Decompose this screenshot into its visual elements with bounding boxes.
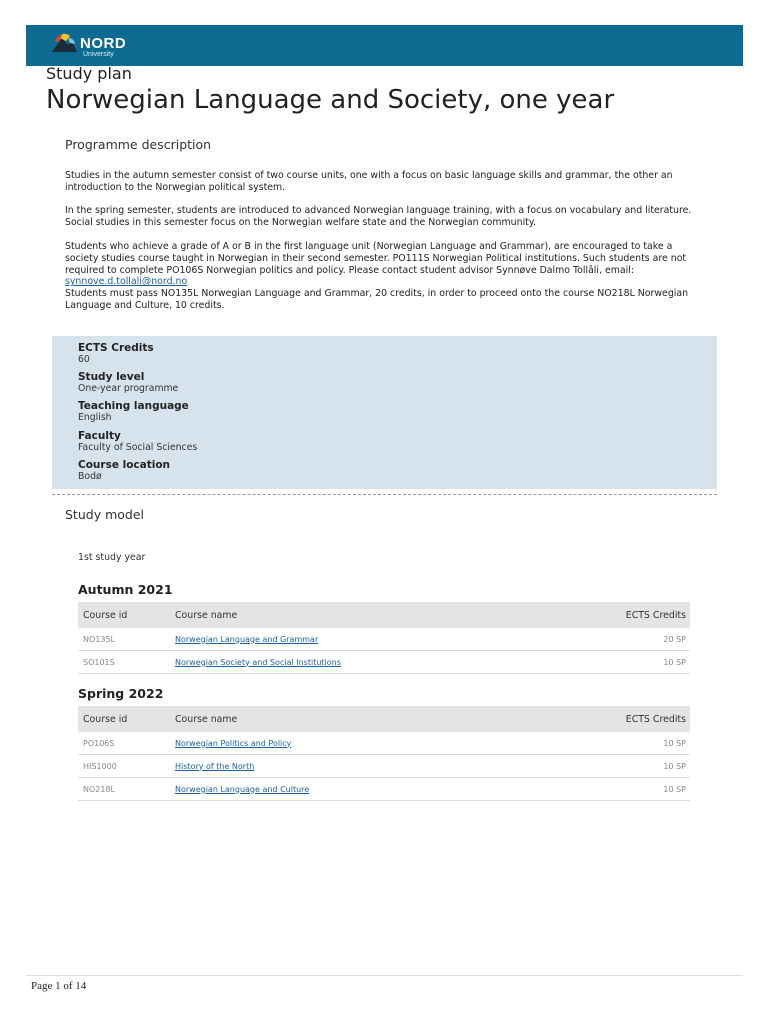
table-header-row bbox=[78, 602, 690, 628]
info-value: 60 bbox=[78, 354, 90, 365]
section-divider bbox=[52, 494, 717, 495]
course-credits: 10 SP bbox=[521, 732, 690, 755]
table-row bbox=[78, 628, 690, 651]
column-header-course-name: Course name bbox=[170, 706, 521, 732]
course-name-cell bbox=[170, 651, 543, 674]
course-credits: 20 SP bbox=[543, 628, 690, 651]
page-title: Norwegian Language and Society, one year bbox=[46, 85, 615, 115]
course-id: PO106S bbox=[78, 732, 170, 755]
info-label: Study level bbox=[78, 371, 145, 383]
advisor-email-link[interactable]: synnove.d.tollali@nord.no bbox=[65, 276, 188, 288]
course-name-cell bbox=[170, 628, 543, 651]
course-id: NO218L bbox=[78, 778, 170, 801]
table-row bbox=[78, 755, 690, 778]
description-paragraph-3-text: Students who achieve a grade of A or B in the first language unit (Norwegian Language and Grammar), are encouraged to take a society studies course taught in Norwegian in their second semester. PO111S Norwegian Political institutions. Such students are not required to complete PO106S Norwegian politics and policy. Please contact student advisor Synnøve Dalmo Tollâli, email: bbox=[65, 241, 687, 276]
course-link[interactable]: History of the North bbox=[175, 761, 255, 771]
study-year-label: 1st study year bbox=[78, 552, 146, 563]
logo-subtitle: University bbox=[83, 51, 114, 58]
course-link[interactable]: Norwegian Language and Culture bbox=[175, 784, 310, 794]
course-id: NO135L bbox=[78, 628, 170, 651]
info-teaching-language bbox=[78, 400, 189, 423]
study-model-heading: Study model bbox=[65, 507, 144, 522]
course-name-cell bbox=[170, 778, 521, 801]
info-ects bbox=[78, 342, 154, 365]
column-header-course-name: Course name bbox=[170, 602, 543, 628]
autumn-courses-table bbox=[78, 602, 690, 674]
column-header-course-id: Course id bbox=[78, 602, 170, 628]
footer-divider bbox=[26, 975, 743, 976]
description-paragraph-2: In the spring semester, students are introduced to advanced Norwegian language training, with a focus on vocabulary and literature. Social studies in this semester focus on the Norwegian welfare state and the Norwegian community. bbox=[65, 205, 692, 228]
info-label: ECTS Credits bbox=[78, 342, 154, 354]
course-link[interactable]: Norwegian Politics and Policy bbox=[175, 738, 292, 748]
nord-logo[interactable] bbox=[50, 31, 130, 61]
info-value: English bbox=[78, 412, 112, 423]
header-bar bbox=[26, 25, 743, 66]
course-link[interactable]: Norwegian Language and Grammar bbox=[175, 634, 319, 644]
semester-title-spring: Spring 2022 bbox=[78, 686, 164, 701]
table-row bbox=[78, 651, 690, 674]
course-credits: 10 SP bbox=[521, 755, 690, 778]
logo-wordmark: NORD bbox=[80, 35, 127, 52]
course-name-cell bbox=[170, 732, 521, 755]
course-id: SO101S bbox=[78, 651, 170, 674]
course-credits: 10 SP bbox=[521, 778, 690, 801]
course-credits: 10 SP bbox=[543, 651, 690, 674]
programme-info-box bbox=[52, 336, 717, 489]
programme-description-heading: Programme description bbox=[65, 137, 212, 152]
info-label: Teaching language bbox=[78, 400, 189, 412]
description-paragraph-3 bbox=[65, 241, 705, 288]
course-link[interactable]: Norwegian Society and Social Institutions bbox=[175, 657, 341, 667]
table-row bbox=[78, 778, 690, 801]
nord-logo-icon bbox=[50, 32, 78, 56]
info-value: Bodø bbox=[78, 471, 102, 482]
course-name-cell bbox=[170, 755, 521, 778]
semester-title-autumn: Autumn 2021 bbox=[78, 582, 173, 597]
description-paragraph-1: Studies in the autumn semester consist of two course units, one with a focus on basic language skills and grammar, the other an introduction to the Norwegian political system. bbox=[65, 170, 673, 193]
info-label: Course location bbox=[78, 459, 171, 471]
study-plan-label: Study plan bbox=[46, 64, 132, 83]
info-value: Faculty of Social Sciences bbox=[78, 442, 198, 453]
info-faculty bbox=[78, 430, 197, 453]
column-header-credits: ECTS Credits bbox=[521, 706, 690, 732]
column-header-course-id: Course id bbox=[78, 706, 170, 732]
table-header-row bbox=[78, 706, 690, 732]
spring-courses-table bbox=[78, 706, 690, 801]
column-header-credits: ECTS Credits bbox=[543, 602, 690, 628]
info-study-level bbox=[78, 371, 178, 394]
course-id: HIS1000 bbox=[78, 755, 170, 778]
description-paragraph-4: Students must pass NO135L Norwegian Language and Grammar, 20 credits, in order to proceed onto the course NO218L Norwegian Language and Culture, 10 credits. bbox=[65, 288, 689, 311]
table-row bbox=[78, 732, 690, 755]
info-value: One-year programme bbox=[78, 383, 179, 394]
info-course-location bbox=[78, 459, 170, 482]
page-number: Page 1 of 14 bbox=[31, 980, 87, 992]
info-label: Faculty bbox=[78, 430, 121, 442]
